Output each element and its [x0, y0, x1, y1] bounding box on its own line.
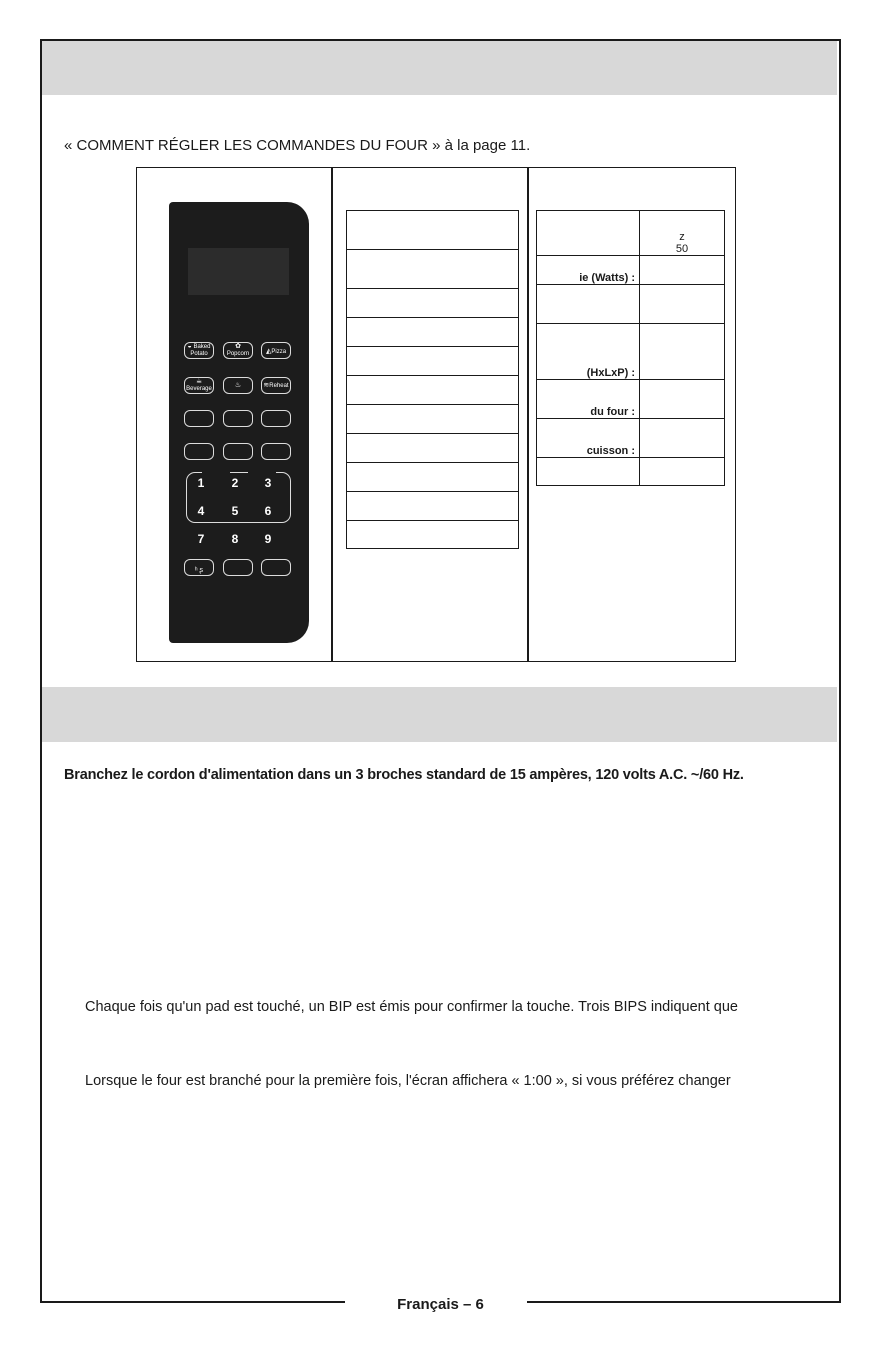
pizza-label: Pizza [271, 349, 287, 355]
pizza-icon: ◭ [265, 348, 272, 355]
beverage-label: Beverage [186, 386, 212, 392]
display-screen [188, 248, 289, 295]
number-key-7: 7 [197, 532, 205, 546]
spec-label [537, 211, 640, 256]
list-row [347, 434, 518, 463]
spec-label: (HxLxP) : [537, 324, 640, 380]
specifications-table [536, 210, 725, 486]
list-row [347, 492, 518, 521]
spec-value [640, 324, 725, 380]
spec-value [640, 256, 725, 285]
baked-potato-label: Baked Potato [190, 344, 211, 357]
blank-key [184, 410, 214, 427]
list-row [347, 521, 518, 548]
blank-key [184, 443, 214, 460]
list-row [347, 318, 518, 347]
number-key-1: 1 [197, 476, 205, 490]
panel-divider-2 [527, 168, 529, 661]
number-key-5: 5 [231, 504, 239, 518]
spec-value [640, 419, 725, 458]
bottom-middle-key [223, 559, 253, 576]
feature-panel [136, 167, 736, 662]
number-key-2: 2 [231, 476, 239, 490]
potato-icon: ◒ [187, 343, 192, 350]
number-pad-gap [202, 470, 230, 474]
panel-divider-1 [331, 168, 333, 661]
popcorn-key [223, 342, 253, 359]
list-row [347, 463, 518, 492]
spec-value [640, 458, 725, 486]
page-footer: Français – 6 [397, 1296, 484, 1313]
list-row [347, 250, 518, 289]
pizza-key [261, 342, 291, 359]
list-row [347, 376, 518, 405]
number-key-3: 3 [264, 476, 272, 490]
spec-value: z 50 [640, 211, 725, 256]
spec-row [537, 256, 725, 285]
beverage-key [184, 377, 214, 394]
blank-key [261, 443, 291, 460]
section-header-band-middle [42, 687, 837, 742]
reheat-key [261, 377, 291, 394]
list-row [347, 347, 518, 376]
spec-value [640, 380, 725, 419]
list-row [347, 289, 518, 318]
spec-label [537, 458, 640, 486]
cup-icon: ☕ [195, 378, 203, 385]
control-panel-illustration [169, 202, 309, 643]
number-key-4: 4 [197, 504, 205, 518]
paragraph-display: Lorsque le four est branché pour la première fois, l'écran affichera « 1:00 », si vous préférez changer [85, 1073, 731, 1089]
spec-label [537, 285, 640, 324]
reheat-label: Reheat [269, 383, 289, 389]
bottom-right-key [261, 559, 291, 576]
paragraph-beep: Chaque fois qu'un pad est touché, un BIP est émis pour confirmer la touche. Trois BIPS indiquent que [85, 999, 738, 1015]
spec-row [537, 380, 725, 419]
blank-key [223, 443, 253, 460]
number-key-9: 9 [264, 532, 272, 546]
popcorn-icon: ✿ [235, 343, 241, 350]
spec-label: cuisson : [537, 419, 640, 458]
list-row [347, 405, 518, 434]
dinner-plate-icon: ♨ [234, 382, 242, 389]
spec-label: du four : [537, 380, 640, 419]
small-glyphs-icon: ʰ ʂ [194, 567, 204, 574]
power-instruction: Branchez le cordon d'alimentation dans un 3 broches standard de 15 ampères, 120 volts A.C. ~/60 Hz. [64, 767, 744, 783]
section-header-band-top [42, 41, 837, 95]
list-row [347, 211, 518, 250]
intro-text: « COMMENT RÉGLER LES COMMANDES DU FOUR » à la page 11. [64, 137, 531, 154]
bottom-left-key [184, 559, 214, 576]
blank-key [223, 410, 253, 427]
number-key-6: 6 [264, 504, 272, 518]
popcorn-label: Popcorn [226, 351, 250, 357]
key-list-table [346, 210, 519, 549]
spec-row [537, 419, 725, 458]
blank-key [261, 410, 291, 427]
spec-row [537, 458, 725, 486]
spec-row [537, 211, 725, 256]
spec-row [537, 324, 725, 380]
number-pad-gap [248, 470, 276, 474]
spec-value [640, 285, 725, 324]
reheat-icon: ≋ [263, 382, 270, 389]
spec-label: ie (Watts) : [537, 256, 640, 285]
spec-row [537, 285, 725, 324]
dinner-plate-key [223, 377, 253, 394]
number-key-8: 8 [231, 532, 239, 546]
baked-potato-key [184, 342, 214, 359]
